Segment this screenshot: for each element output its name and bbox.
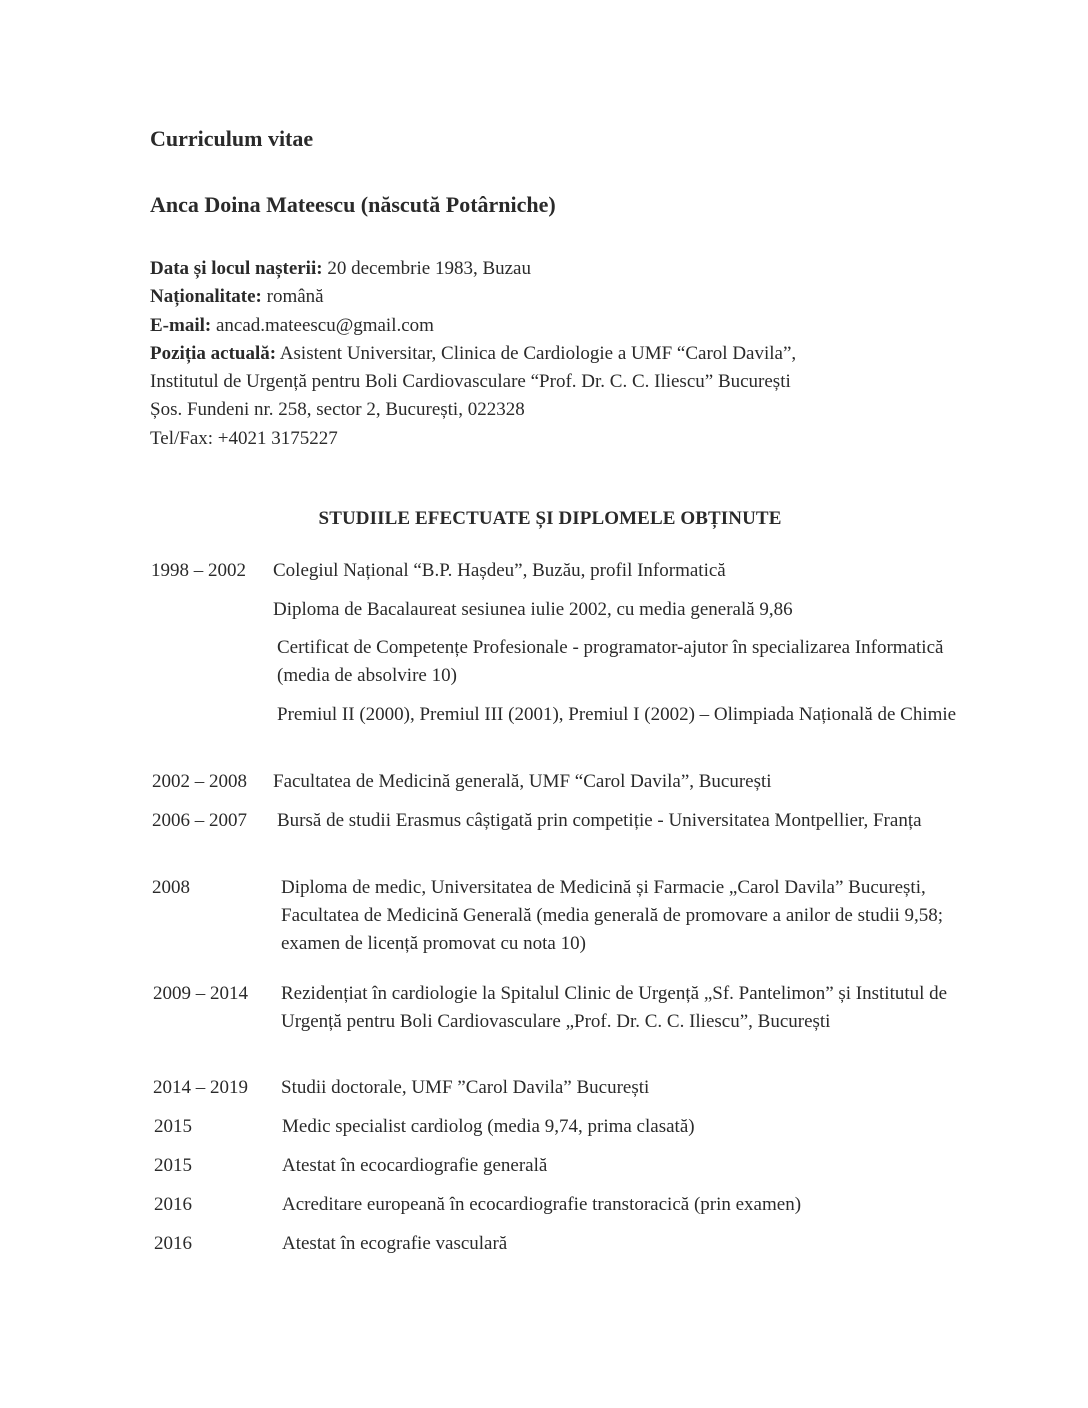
birth-label: Data și locul nașterii: xyxy=(150,258,323,279)
entry-text: Bursă de studii Erasmus câștigată prin competiție - Universitatea Montpellier, Franța xyxy=(277,810,922,831)
entry-text: Rezidențiat în cardiologie la Spitalul Clinic de Urgență „Sf. Pantelimon” și Institutul de Urgență pentru Boli Cardiovasculare „Prof. Dr. C. C. Iliescu”, București xyxy=(281,983,948,1032)
entry-year: 2002 – 2008 xyxy=(152,771,247,792)
personal-info xyxy=(150,255,796,453)
person-name: Anca Doina Mateescu (născută Potârniche) xyxy=(150,192,556,217)
entry-text: Studii doctorale, UMF ”Carol Davila” București xyxy=(281,1077,650,1098)
entry-text: Premiul II (2000), Premiul III (2001), Premiul I (2002) – Olimpiada Națională de Chimie xyxy=(277,704,957,725)
education-section-title: STUDIILE EFECTUATE ȘI DIPLOMELE OBȚINUTE xyxy=(318,508,782,529)
entry-year: 2006 – 2007 xyxy=(152,810,247,831)
birth-value: 20 decembrie 1983, Buzau xyxy=(322,258,531,279)
entry-text: Certificat de Competențe Profesionale - programator-ajutor în specializarea Informatică (media de absolvire 10) xyxy=(277,637,944,686)
entry-year: 2015 xyxy=(154,1155,192,1176)
institute-line: Institutul de Urgență pentru Boli Cardiovasculare “Prof. Dr. C. C. Iliescu” București xyxy=(150,371,791,393)
entry-text: Atestat în ecocardiografie generală xyxy=(282,1155,548,1176)
entry-year: 2016 xyxy=(154,1194,192,1215)
phone-line: Tel/Fax: +4021 3175227 xyxy=(150,427,338,449)
email-line xyxy=(150,312,796,340)
position-label: Poziția actuală: xyxy=(150,342,277,364)
nationality-line xyxy=(150,283,796,311)
address-line: Șos. Fundeni nr. 258, sector 2, București, 022328 xyxy=(150,399,525,421)
birth-line xyxy=(150,255,796,283)
entry-text: Colegiul Național “B.P. Hașdeu”, Buzău, profil Informatică xyxy=(273,560,726,581)
entry-text: Atestat în ecografie vasculară xyxy=(282,1233,508,1254)
entry-text: Facultatea de Medicină generală, UMF “Carol Davila”, București xyxy=(273,771,772,792)
entry-year: 2015 xyxy=(154,1116,192,1137)
entry-text: Acreditare europeană în ecocardiografie transtoracică (prin examen) xyxy=(282,1194,802,1215)
entry-year: 2016 xyxy=(154,1233,192,1254)
entry-text: Medic specialist cardiolog (media 9,74, prima clasată) xyxy=(282,1116,695,1137)
position-line xyxy=(150,340,796,368)
entry-year: 2014 – 2019 xyxy=(153,1077,248,1098)
nationality-value: română xyxy=(261,286,324,308)
entry-year: 1998 – 2002 xyxy=(151,560,246,581)
position-value: Asistent Universitar, Clinica de Cardiologie a UMF “Carol Davila”, xyxy=(276,342,797,364)
entry-year: 2009 – 2014 xyxy=(153,983,248,1004)
entry-year: 2008 xyxy=(152,877,190,898)
email-value: ancad.mateescu@gmail.com xyxy=(211,314,434,336)
document-title: Curriculum vitae xyxy=(150,126,314,151)
nationality-label: Naționalitate: xyxy=(150,286,262,308)
entry-text: Diploma de Bacalaureat sesiunea iulie 2002, cu media generală 9,86 xyxy=(273,599,793,620)
email-label: E-mail: xyxy=(150,314,212,336)
entry-text: Diploma de medic, Universitatea de Medicină și Farmacie „Carol Davila” București, Facultatea de Medicină Generală (media generală de promovare a anilor de studii 9,58; examen de licență promovat cu nota 10) xyxy=(281,877,944,954)
